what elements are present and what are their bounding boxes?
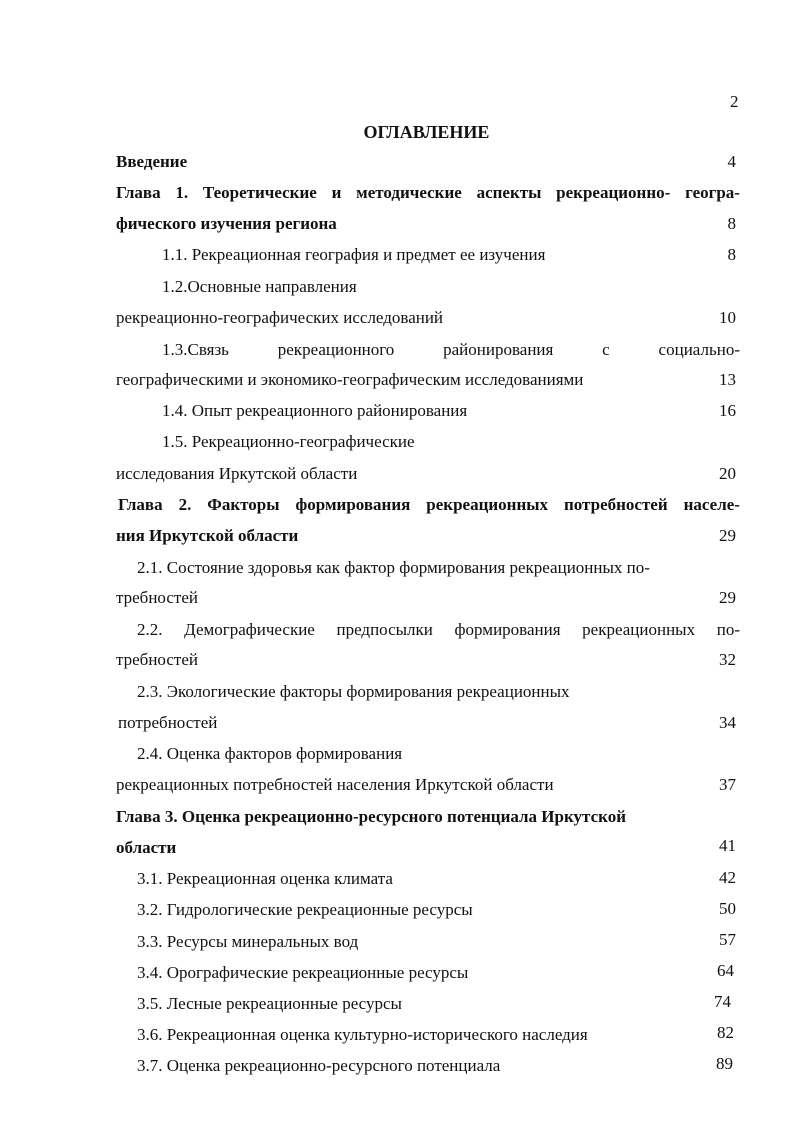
toc-ch1-page: 8	[727, 214, 736, 233]
toc-2-3-page: 34	[719, 713, 736, 732]
toc-3-6-page: 82	[717, 1023, 734, 1042]
toc-3-3-page: 57	[719, 930, 736, 949]
toc-2-3-line1: 2.3. Экологические факторы формирования рекреационных	[137, 682, 570, 701]
toc-1-1-label: 1.1. Рекреационная география и предмет ее изучения	[162, 245, 546, 264]
toc-ch2-line1: Глава 2. Факторы формирования рекреационных потребностей населе-	[118, 495, 740, 514]
toc-2-1-line1: 2.1. Состояние здоровья как фактор формирования рекреационных по-	[137, 558, 650, 577]
toc-1-5-line1: 1.5. Рекреационно-географические	[162, 432, 415, 451]
toc-ch1-line2: фического изучения региона	[116, 214, 337, 233]
toc-intro-page: 4	[727, 152, 736, 171]
toc-3-2-page: 50	[719, 899, 736, 918]
toc-2-4-page: 37	[719, 775, 736, 794]
toc-3-5-label: 3.5. Лесные рекреационные ресурсы	[137, 994, 402, 1013]
toc-3-4-label: 3.4. Орографические рекреационные ресурсы	[137, 963, 469, 982]
toc-3-5-page: 74	[714, 992, 731, 1011]
toc-1-2-page: 10	[719, 308, 736, 327]
toc-1-2-line1: 1.2.Основные направления	[162, 277, 357, 296]
toc-2-1-line2: требностей	[116, 588, 198, 607]
toc-ch3-page: 41	[719, 836, 736, 855]
toc-2-3-line2: потребностей	[118, 713, 218, 732]
toc-1-5-line2: исследования Иркутской области	[116, 464, 358, 483]
toc-ch1-line1: Глава 1. Теоретические и методические аспекты рекреационно- геогра-	[116, 183, 740, 202]
toc-ch2-line2: ния Иркутской области	[116, 526, 299, 545]
toc-1-2-line2: рекреационно-географических исследований	[116, 308, 444, 327]
toc-2-2-page: 32	[719, 650, 736, 669]
page-number: 2	[730, 92, 739, 111]
toc-2-4-line1: 2.4. Оценка факторов формирования	[137, 744, 403, 763]
toc-2-4-line2: рекреационных потребностей населения Иркутской области	[116, 775, 554, 794]
toc-3-4-page: 64	[717, 961, 734, 980]
toc-3-3-label: 3.3. Ресурсы минеральных вод	[137, 932, 359, 951]
toc-2-2-line1: 2.2. Демографические предпосылки формирования рекреационных по-	[137, 620, 740, 639]
page-title: ОГЛАВЛЕНИЕ	[363, 122, 490, 142]
toc-ch2-page: 29	[719, 526, 736, 545]
toc-1-4-label: 1.4. Опыт рекреационного районирования	[162, 401, 468, 420]
toc-1-3-page: 13	[719, 370, 736, 389]
toc-intro-label: Введение	[116, 152, 188, 171]
toc-ch3-line2: области	[116, 838, 177, 857]
toc-1-4-page: 16	[719, 401, 736, 420]
toc-ch3-line1: Глава 3. Оценка рекреационно-ресурсного потенциала Иркутской	[116, 807, 627, 826]
toc-1-1-page: 8	[727, 245, 736, 264]
toc-2-1-page: 29	[719, 588, 736, 607]
toc-3-6-label: 3.6. Рекреационная оценка культурно-исторического наследия	[137, 1025, 588, 1044]
toc-3-1-page: 42	[719, 868, 736, 887]
toc-3-7-label: 3.7. Оценка рекреационно-ресурсного потенциала	[137, 1056, 501, 1075]
toc-1-3-line2: географическими и экономико-географическим исследованиями	[116, 370, 584, 389]
toc-3-2-label: 3.2. Гидрологические рекреационные ресурсы	[137, 900, 473, 919]
toc-1-3-line1: 1.3.Связь рекреационного районирования с социально-	[162, 340, 740, 359]
toc-3-7-page: 89	[716, 1054, 733, 1073]
toc-2-2-line2: требностей	[116, 650, 198, 669]
toc-3-1-label: 3.1. Рекреационная оценка климата	[137, 869, 393, 888]
toc-1-5-page: 20	[719, 464, 736, 483]
